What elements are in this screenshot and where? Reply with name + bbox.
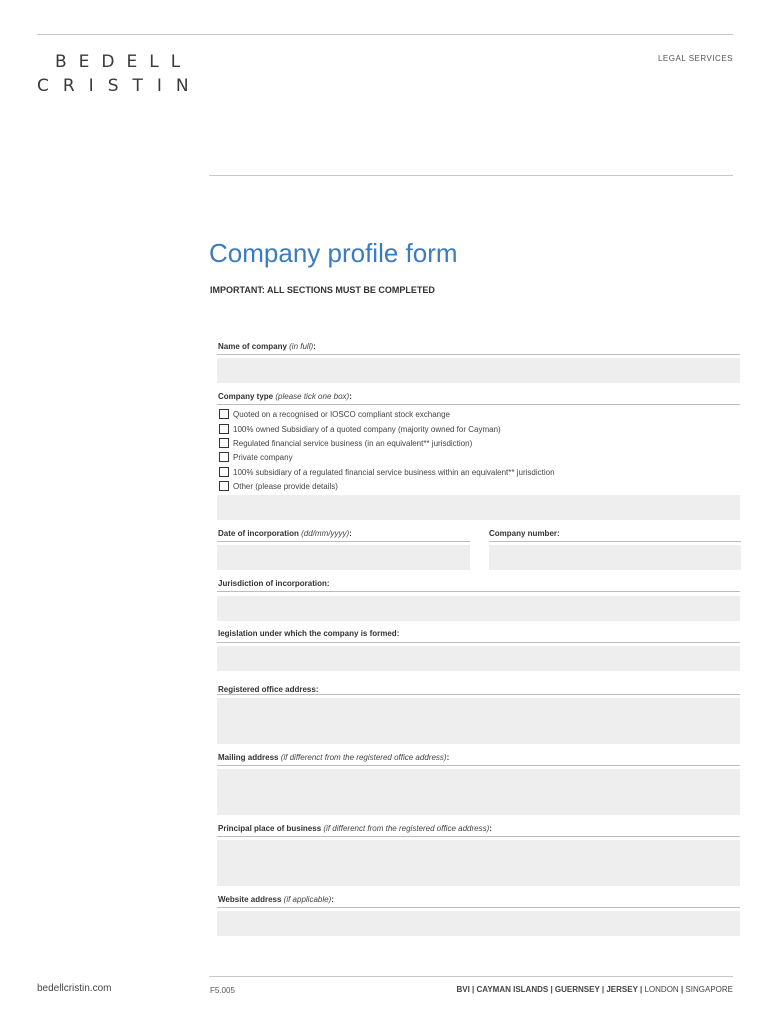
page-title: Company profile form [209,238,458,268]
locations-bold: BVI | CAYMAN ISLANDS | GUERNSEY | JERSEY | [456,985,643,994]
option-label: Private company [233,452,293,462]
mailing-rule [217,765,740,766]
form-code: F5.005 [210,986,235,995]
checkbox-subsidiary-regulated[interactable] [219,467,229,477]
type-label-text: Company type [218,392,274,401]
checkbox-subsidiary-quoted[interactable] [219,424,229,434]
type-option-subsidiary-regulated[interactable] [219,467,555,477]
header-rule [37,34,733,35]
option-label: Quoted on a recognised or IOSCO compliant stock exchange [233,409,451,419]
date-colon: : [349,529,352,538]
date-hint: (dd/mm/yyyy) [301,529,350,538]
mailing-label-text: Mailing address [218,753,279,762]
footer-rule [209,976,733,977]
legislation-rule [217,642,740,643]
type-option-other[interactable] [219,481,338,491]
jurisdiction-rule [217,591,740,592]
date-rule [217,541,470,542]
checkbox-private[interactable] [219,452,229,462]
website-colon: : [331,895,334,904]
website-label [218,895,334,904]
date-label [218,529,352,538]
name-label-text: Name of company [218,342,287,351]
website-rule [217,907,740,908]
type-rule [217,404,740,405]
name-hint: (in full) [289,342,314,351]
company-number-field[interactable] [489,545,741,570]
principal-label-text: Principal place of business [218,824,322,833]
option-label: Other (please provide details) [233,481,338,491]
footer-url[interactable]: bedellcristin.com [37,983,112,994]
logo-line-2: CRISTIN [37,76,203,96]
type-label [218,392,352,401]
locations-separator: | [680,985,684,994]
registered-office-rule [217,694,740,695]
type-hint: (please tick one box) [275,392,350,401]
option-label: 100% subsidiary of a regulated financial service business within an equivalent** jurisdiction [233,467,555,477]
website-hint: (if applicable) [283,895,332,904]
legislation-label: legislation under which the company is formed: [218,629,400,638]
principal-place-field[interactable] [217,840,740,886]
option-label: Regulated financial service business (in an equivalent** jurisdiction) [233,438,473,448]
company-number-label: Company number: [489,529,560,538]
section-label: LEGAL SERVICES [657,54,733,63]
website-label-text: Website address [218,895,282,904]
legislation-field[interactable] [217,646,740,671]
title-rule [209,175,733,176]
checkbox-other[interactable] [219,481,229,491]
name-label [218,342,316,351]
mailing-colon: : [446,753,450,762]
name-colon: : [313,342,316,351]
locations-london: LONDON [644,985,679,994]
important-notice: IMPORTANT: ALL SECTIONS MUST BE COMPLETED [210,285,435,295]
principal-place-label [218,824,492,833]
principal-rule [217,836,740,837]
number-rule [489,541,741,542]
company-name-field[interactable] [217,358,740,383]
footer-locations [456,985,733,994]
registered-office-label: Registered office address: [218,685,319,694]
logo-line-1: BEDELL [55,52,193,72]
checkbox-regulated[interactable] [219,438,229,448]
registered-office-field[interactable] [217,698,740,744]
mailing-hint: (if differenct from the registered office address) [280,753,447,762]
mailing-address-field[interactable] [217,769,740,815]
type-option-regulated[interactable] [219,438,472,448]
principal-hint: (if differenct from the registered office address) [323,824,490,833]
mailing-address-label [218,753,449,762]
other-details-field[interactable] [217,495,740,520]
type-option-quoted[interactable] [219,409,450,419]
date-label-text: Date of incorporation [218,529,299,538]
checkbox-quoted[interactable] [219,409,229,419]
jurisdiction-label: Jurisdiction of incorporation: [218,579,330,588]
type-colon: : [349,392,352,401]
jurisdiction-field[interactable] [217,596,740,621]
locations-singapore: SINGAPORE [685,985,733,994]
type-option-private[interactable] [219,452,293,462]
option-label: 100% owned Subsidiary of a quoted company (majority owned for Cayman) [233,424,501,434]
date-of-incorporation-field[interactable] [217,545,470,570]
name-rule [217,354,740,355]
website-address-field[interactable] [217,911,740,936]
principal-colon: : [489,824,492,833]
type-option-subsidiary-quoted[interactable] [219,424,501,434]
